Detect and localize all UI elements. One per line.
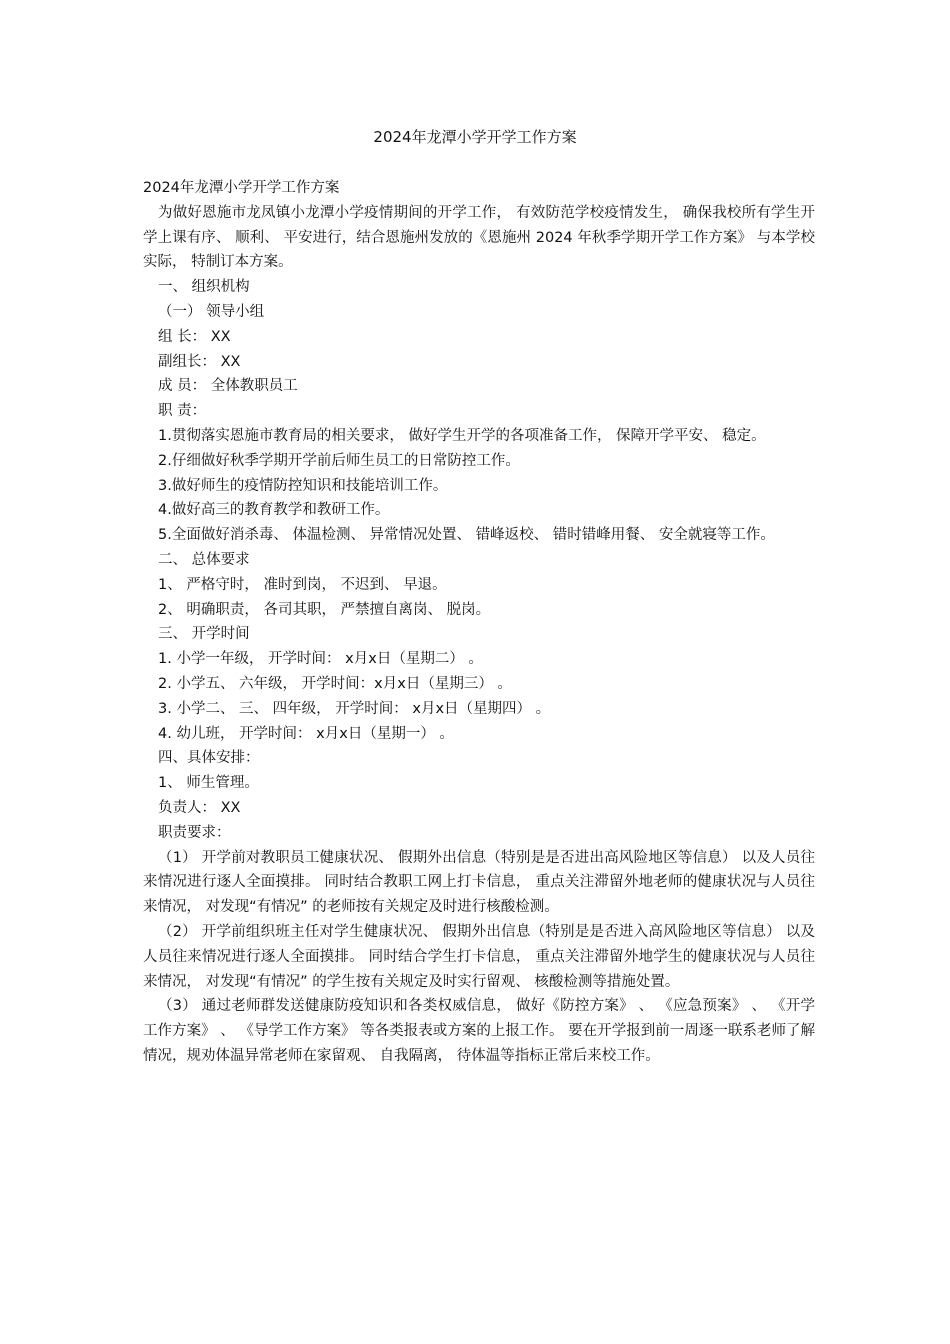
paragraph: 2、 明确职责， 各司其职， 严禁擅自离岗、 脱岗。 bbox=[158, 601, 491, 618]
section-heading: 三、 开学时间 bbox=[158, 626, 250, 643]
section-heading: 二、 总体要求 bbox=[158, 551, 250, 568]
paragraph: 3. 小学二、 三、 四年级， 开学时间： x月x日（星期四） 。 bbox=[158, 700, 551, 717]
paragraph: 1.贯彻落实恩施市教育局的相关要求， 做好学生开学的各项准备工作， 保障开学平安、 稳定。 bbox=[158, 427, 766, 444]
paragraph: （3） 通过老师群发送健康防疫知识和各类权威信息， 做好《防控方案》 、 《应急预案》 、 《开学工作方案》 、 《导学工作方案》 等各类报表或方案的上报工作。 要在开学报到前一周逐一联系老师了解情况，规劝体温异常老师在家留观、 自我隔离， 待体温等指标正常后来校工作。 bbox=[143, 998, 815, 1064]
paragraph: 2.仔细做好秋季学期开学前后师生员工的日常防控工作。 bbox=[158, 452, 520, 469]
paragraph: 组 长： XX bbox=[158, 328, 231, 345]
doc-heading: 2024年龙潭小学开学工作方案 bbox=[143, 180, 340, 196]
paragraph: （2） 开学前组织班主任对学生健康状况、 假期外出信息（特别是是否进入高风险地区等信息） 以及人员往来情况进行逐人全面摸排。 同时结合学生打卡信息， 重点关注滞留外地学生的健康状况与人员往来情况， 对发现“有情况” 的学生按有关规定及时实行留观、 核酸检测等措施处置。 bbox=[143, 923, 815, 990]
document-body bbox=[143, 176, 815, 1069]
paragraph: 2. 小学五、 六年级， 开学时间：x月x日（星期三） 。 bbox=[158, 675, 512, 692]
section-heading: 一、 组织机构 bbox=[158, 279, 250, 296]
paragraph: 3.做好师生的疫情防控知识和技能培训工作。 bbox=[158, 477, 448, 494]
paragraph: 4.做好高三的教育教学和教研工作。 bbox=[158, 502, 390, 519]
paragraph: 1、 严格守时， 准时到岗， 不迟到、 早退。 bbox=[158, 576, 447, 593]
paragraph: 成 员： 全体教职员工 bbox=[158, 378, 298, 395]
paragraph: 职责要求： bbox=[158, 824, 231, 841]
paragraph: 1、 师生管理。 bbox=[158, 775, 259, 792]
intro-paragraph: 为做好恩施市龙凤镇小龙潭小学疫情期间的开学工作， 有效防范学校疫情发生， 确保我校所有学生开学上课有序、 顺利、 平安进行，结合恩施州发放的《恩施州 2024 年秋季学期开学工作方案》 与本学校实际， 特制订本方案。 bbox=[143, 204, 815, 271]
paragraph: 5.全面做好消杀毒、 体温检测、 异常情况处置、 错峰返校、 错时错峰用餐、 安全就寝等工作。 bbox=[158, 527, 775, 544]
paragraph: （1） 开学前对教职员工健康状况、 假期外出信息（特别是是否进出高风险地区等信息） 以及人员往来情况进行逐人全面摸排。 同时结合教职工网上打卡信息， 重点关注滞留外地老师的健康状况与人员往来情况， 对发现“有情况” 的老师按有关规定及时进行核酸检测。 bbox=[143, 849, 815, 916]
subsection-heading: （一） 领导小组 bbox=[158, 303, 265, 320]
paragraph: 职 责： bbox=[158, 403, 207, 420]
section-heading: 四、具体安排： bbox=[158, 750, 260, 767]
paragraph: 副组长： XX bbox=[158, 353, 241, 370]
page-title: 2024年龙潭小学开学工作方案 bbox=[373, 128, 577, 146]
paragraph: 4. 幼儿班， 开学时间： x月x日（星期一） 。 bbox=[158, 725, 454, 742]
paragraph: 1. 小学一年级， 开学时间： x月x日（星期二） 。 bbox=[158, 651, 483, 668]
paragraph: 负责人： XX bbox=[158, 799, 241, 816]
